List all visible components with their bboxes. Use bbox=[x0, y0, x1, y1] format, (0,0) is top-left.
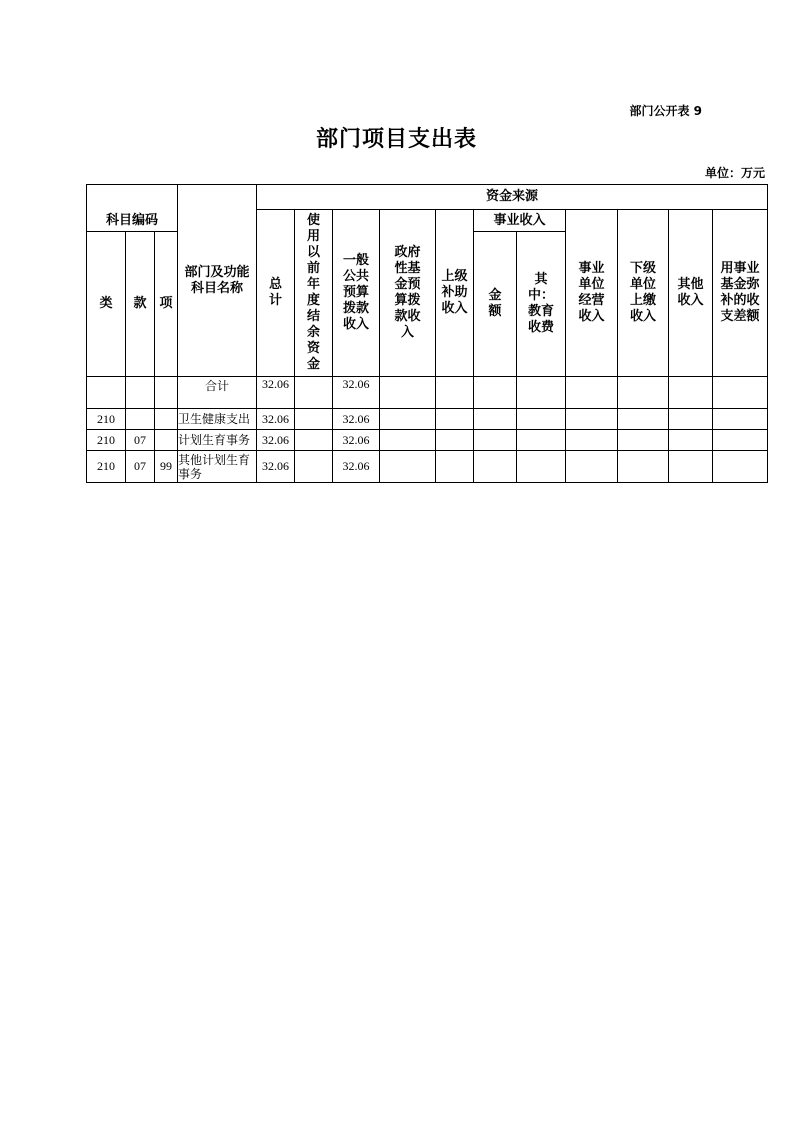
row-cell-empty bbox=[380, 430, 436, 451]
row-cell-empty bbox=[474, 377, 517, 409]
table-row bbox=[87, 430, 768, 451]
xiang-header: 项 bbox=[155, 232, 178, 377]
row-cell-empty bbox=[566, 451, 618, 483]
row-general: 32.06 bbox=[333, 430, 380, 451]
row-kuan: 07 bbox=[126, 451, 155, 483]
row-cell-empty bbox=[517, 430, 566, 451]
row-prior bbox=[295, 430, 333, 451]
row-total: 32.06 bbox=[257, 430, 295, 451]
row-cell-empty bbox=[566, 430, 618, 451]
row-total: 32.06 bbox=[257, 451, 295, 483]
row-cell-empty bbox=[618, 451, 669, 483]
row-cell-empty bbox=[436, 377, 474, 409]
row-general: 32.06 bbox=[333, 451, 380, 483]
row-xiang: 99 bbox=[155, 451, 178, 483]
row-xiang bbox=[155, 377, 178, 409]
row-cell-empty bbox=[517, 409, 566, 430]
table-row bbox=[87, 377, 768, 409]
row-general: 32.06 bbox=[333, 409, 380, 430]
row-cell-empty bbox=[618, 430, 669, 451]
subject-code-header: 科目编码 bbox=[87, 185, 178, 232]
row-cell-empty bbox=[474, 430, 517, 451]
row-cell-empty bbox=[713, 377, 768, 409]
row-cell-empty bbox=[669, 430, 713, 451]
unit-label: 单位：万元 bbox=[704, 166, 765, 180]
row-cell-empty bbox=[713, 430, 768, 451]
row-cell-empty bbox=[380, 377, 436, 409]
subordinate-payment-header: 下级单位上缴收入 bbox=[618, 210, 669, 377]
row-name: 卫生健康支出 bbox=[178, 409, 257, 430]
project-expenditure-table bbox=[86, 184, 768, 483]
row-kuan bbox=[126, 409, 155, 430]
row-prior bbox=[295, 451, 333, 483]
row-cell-empty bbox=[436, 451, 474, 483]
page-title: 部门项目支出表 bbox=[315, 127, 477, 152]
row-prior bbox=[295, 377, 333, 409]
gov-fund-header: 政府性基金预算拨款收入 bbox=[380, 210, 436, 377]
row-name: 计划生育事务 bbox=[178, 430, 257, 451]
row-cell-empty bbox=[436, 430, 474, 451]
row-cell-empty bbox=[669, 377, 713, 409]
table-row bbox=[87, 409, 768, 430]
row-cell-empty bbox=[474, 409, 517, 430]
row-cell-empty bbox=[474, 451, 517, 483]
row-lei: 210 bbox=[87, 451, 126, 483]
row-general: 32.06 bbox=[333, 377, 380, 409]
row-cell-empty bbox=[380, 409, 436, 430]
row-kuan: 07 bbox=[126, 430, 155, 451]
general-budget-header: 一般公共预算拨款收入 bbox=[333, 210, 380, 377]
table-code-label: 部门公开表 9 bbox=[629, 104, 702, 118]
row-xiang bbox=[155, 430, 178, 451]
row-total: 32.06 bbox=[257, 377, 295, 409]
prior-balance-header: 使用以前年度结余资金 bbox=[295, 210, 333, 377]
business-income-header: 事业收入 bbox=[474, 210, 566, 232]
dept-name-header: 部门及功能科目名称 bbox=[178, 185, 257, 377]
row-cell-empty bbox=[713, 451, 768, 483]
row-cell-empty bbox=[669, 451, 713, 483]
row-cell-empty bbox=[618, 377, 669, 409]
business-operating-header: 事业单位经营收入 bbox=[566, 210, 618, 377]
row-cell-empty bbox=[380, 451, 436, 483]
funding-source-header: 资金来源 bbox=[257, 185, 768, 210]
other-income-header: 其他收入 bbox=[669, 210, 713, 377]
total-header: 总计 bbox=[257, 210, 295, 377]
row-xiang bbox=[155, 409, 178, 430]
row-lei: 210 bbox=[87, 430, 126, 451]
lei-header: 类 bbox=[87, 232, 126, 377]
row-cell-empty bbox=[669, 409, 713, 430]
amount-header: 金额 bbox=[474, 232, 517, 377]
row-name: 其他计划生育事务 bbox=[178, 451, 257, 483]
header-row-1 bbox=[87, 185, 768, 210]
row-cell-empty bbox=[517, 377, 566, 409]
row-total: 32.06 bbox=[257, 409, 295, 430]
education-fee-header: 其中：教育收费 bbox=[517, 232, 566, 377]
row-cell-empty bbox=[566, 377, 618, 409]
row-prior bbox=[295, 409, 333, 430]
row-kuan bbox=[126, 377, 155, 409]
row-name: 合计 bbox=[178, 377, 257, 409]
table-row bbox=[87, 451, 768, 483]
row-lei bbox=[87, 377, 126, 409]
kuan-header: 款 bbox=[126, 232, 155, 377]
row-cell-empty bbox=[517, 451, 566, 483]
fund-balance-cover-header: 用事业基金弥补的收支差额 bbox=[713, 210, 768, 377]
row-cell-empty bbox=[436, 409, 474, 430]
row-cell-empty bbox=[618, 409, 669, 430]
row-cell-empty bbox=[713, 409, 768, 430]
row-lei: 210 bbox=[87, 409, 126, 430]
superior-subsidy-header: 上级补助收入 bbox=[436, 210, 474, 377]
row-cell-empty bbox=[566, 409, 618, 430]
